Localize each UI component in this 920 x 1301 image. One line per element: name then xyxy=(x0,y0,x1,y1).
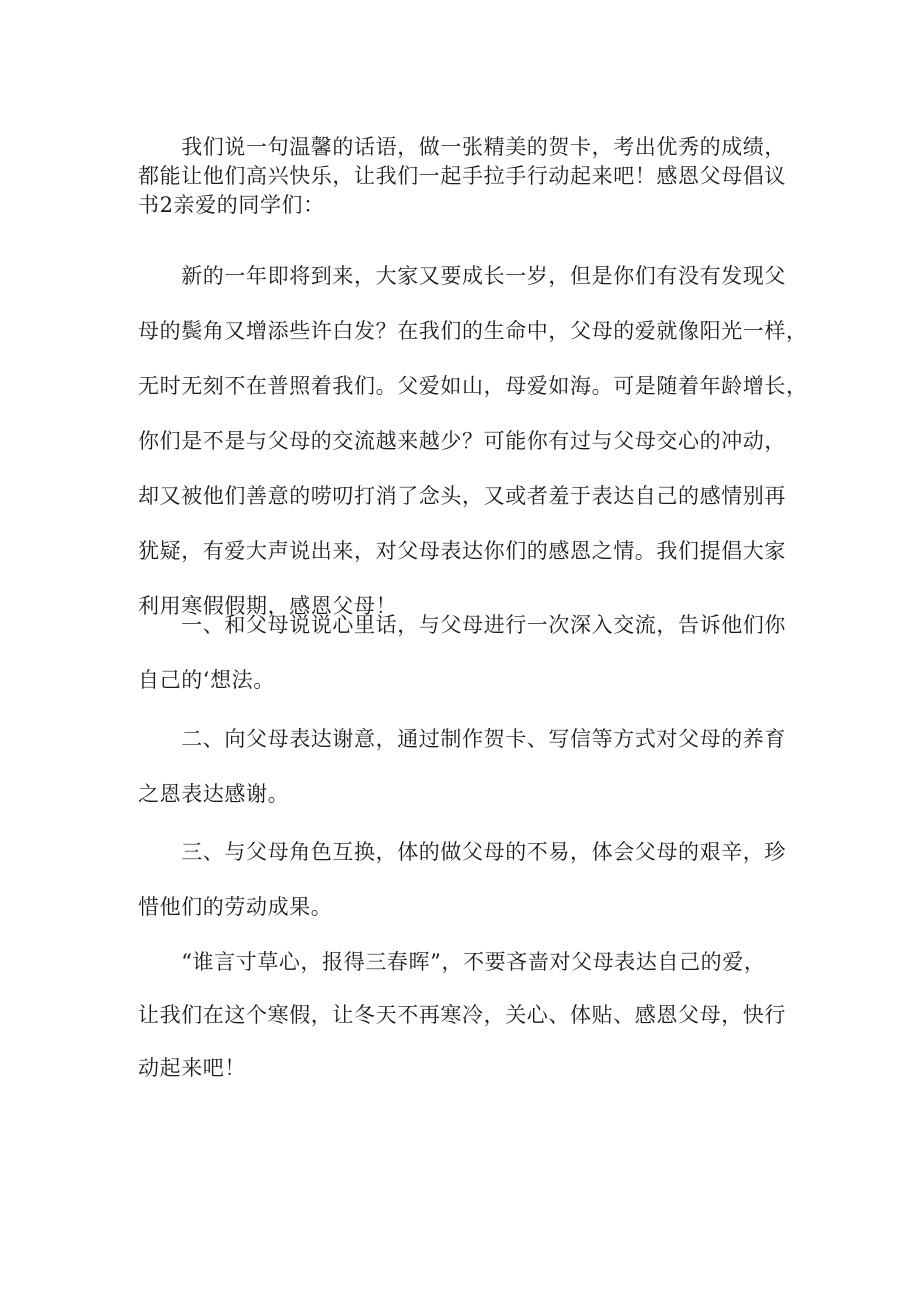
text-line: 我们说一句温馨的话语，做一张精美的贺卡，考出优秀的成绩， xyxy=(138,135,786,159)
text-line: 惜他们的劳动成果。 xyxy=(138,895,333,919)
text-line: 你们是不是与父母的交流越来越少？可能你有过与父母交心的冲动， xyxy=(138,429,786,453)
text-line: “谁言寸草心，报得三春晖”，不要吝啬对父母表达自己的爱， xyxy=(138,950,766,974)
text-line: 利用寒假假期，感恩父母！ xyxy=(138,594,398,618)
text-line: 母的鬓角又增添些许白发？在我们的生命中，父母的爱就像阳光一样， xyxy=(138,319,808,343)
paragraph-item-two xyxy=(138,712,790,822)
text-line: 都能让他们高兴快乐，让我们一起手拉手行动起来吧！感恩父母倡议 xyxy=(138,164,786,188)
paragraph-conclusion xyxy=(138,936,790,1095)
text-line: 无时无刻不在普照着我们。父爱如山，母爱如海。可是随着年龄增长， xyxy=(138,374,808,398)
text-line: 之恩表达感谢。 xyxy=(138,782,290,806)
text-line: 三、与父母角色互换，体的做父母的不易，体会父母的艰辛，珍 xyxy=(138,840,786,864)
paragraph-item-three xyxy=(138,825,790,935)
text-line: 一、和父母说说心里话，与父母进行一次深入交流，告诉他们你 xyxy=(138,613,786,637)
text-line: 犹疑，有爱大声说出来，对父母表达你们的感恩之情。我们提倡大家 xyxy=(138,539,786,563)
text-line: 让我们在这个寒假，让冬天不再寒冷，关心、体贴、感恩父母，快行 xyxy=(138,1003,786,1027)
text-line: 新的一年即将到来，大家又要成长一岁，但是你们有没有发现父 xyxy=(138,264,786,288)
text-line: 书2亲爱的同学们： xyxy=(138,193,325,217)
text-line: 却又被他们善意的唠叨打消了念头，又或者羞于表达自己的感情别再 xyxy=(138,484,786,508)
paragraph-item-one xyxy=(138,598,790,708)
text-line: 二、向父母表达谢意，通过制作贺卡、写信等方式对父母的养育 xyxy=(138,727,786,751)
text-line: 动起来吧！ xyxy=(138,1056,246,1080)
paragraph-introduction xyxy=(138,249,808,634)
paragraph-closing-note xyxy=(138,133,790,220)
text-line: 自己的‘想法。 xyxy=(138,668,275,692)
